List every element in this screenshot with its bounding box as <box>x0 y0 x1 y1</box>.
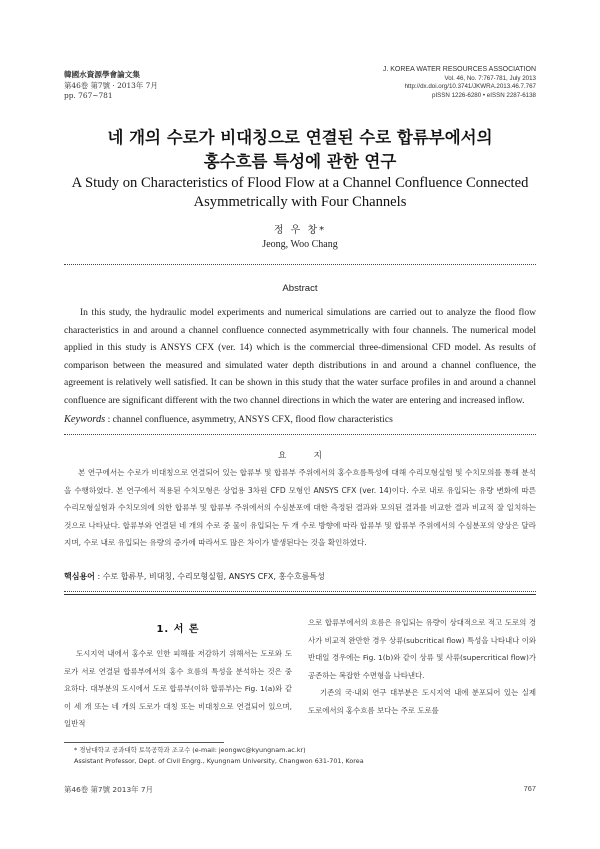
footnote-rule <box>64 742 224 743</box>
footnote <box>74 745 364 766</box>
intro-left-paragraph: 도시지역 내에서 홍수로 인한 피해를 저감하기 위해서는 도로와 도로가 서로 연결된 합류부에서의 홍수 흐름의 특성을 분석하는 것은 중요하다. 대부분의 도시에서 도로 합류부(이하 합류부)는 Fig. 1(a)와 같이 세 개 또는 네 개의 도로가 대칭 또는 비대칭으로 연결되어 있으며, 일반적 <box>64 649 292 728</box>
title-english-line1: A Study on Characteristics of Flood Flow at a Channel Confluence Connected <box>71 175 529 191</box>
journal-header-left <box>64 70 158 102</box>
korean-keywords-text: : 수로 합류부, 비대칭, 수리모형실험, ANSYS CFX, 홍수흐름특성 <box>94 572 325 581</box>
divider-abstract <box>64 434 536 435</box>
intro-right-column <box>308 614 536 719</box>
yoji-heading: 요 지 <box>278 451 322 461</box>
yoji-text: 본 연구에서는 수로가 비대칭으로 연결되어 있는 합류부 및 합류부 주위에서의 홍수흐름특성에 대해 수리모형실험 및 수치모의를 통해 분석을 수행하였다. 본 연구에서 적용된 수치모형은 상업용 3차원 CFD 모형인 ANSYS CFX (ver. 14)이다. 수로 내로 유입되는 유량 변화에 따른 수리모형실험과 수치모의에 의한 합류부 및 합류부 주위에서의 수심분포에 대한 측정된 결과와 모의된 결과를 비교한 결과 비교적 잘 일치하는 것으로 나타났다. 합류부와 연결된 네 개의 수로 중 물이 유입되는 두 개 수로 방향에 따라 합류부 및 합류부 주위에서의 수심분포의 양상은 달라지며, 수로 내로 유입되는 유량의 증가에 따라서도 많은 차이가 발생된다는 것을 확인하였다. <box>64 468 536 547</box>
intro-left-column <box>64 645 292 733</box>
author-korean: 정 우 창* <box>273 225 327 236</box>
title-english-line2: Asymmetrically with Four Channels <box>193 194 407 210</box>
footnote-affiliation-korean: * 경남대학교 공과대학 토목공학과 조교수 (e-mail: jeongwc@kyungnam.ac.kr) <box>74 746 306 754</box>
footer-journal-issue: 第46卷 第7號 2013年 7月 <box>64 785 154 794</box>
journal-name-korean: 韓國水資源學會論文集 <box>64 70 140 79</box>
keywords-label: Keywords <box>64 414 106 425</box>
journal-pages: pp. 767~781 <box>64 91 113 100</box>
journal-header-right <box>383 66 536 100</box>
divider-top <box>64 264 536 265</box>
title-english <box>0 174 600 212</box>
title-korean-line2: 홍수흐름 특성에 관한 연구 <box>203 152 397 171</box>
issn: pISSN 1226-6280 • eISSN 2287-6138 <box>432 91 536 99</box>
page-number: 767 <box>523 784 536 793</box>
divider-keywords <box>64 591 536 592</box>
author-english: Jeong, Woo Chang <box>262 239 338 250</box>
title-korean-line1: 네 개의 수로가 비대칭으로 연결된 수로 합류부에서의 <box>107 128 493 147</box>
footnote-affiliation-english: Assistant Professor, Dept. of Civil Engrg., Kyungnam University, Changwon 631-701, Korea <box>74 756 364 765</box>
abstract-text: In this study, the hydraulic model experiments and numerical simulations are carried out to analyze the flood flow characteristics in and around a channel confluence connected asymmetrically with four channels. The numerical model applied in this study is ANSYS CFX (ver. 14) which is the commercial three-dimensional CFD model. As results of comparison between the measured and simulated water depth distributions in and around a channel confluence, the agreement is relatively well satisfied. It can be shown in this study that the water surface profiles in and around a channel confluence are significant different with the two channel directions in which the water are entering and increased inflow. <box>64 307 536 406</box>
korean-keywords <box>64 571 325 582</box>
journal-volume-korean: 第46卷 第7號 · 2013年 7月 <box>64 80 158 90</box>
title-korean <box>0 126 600 174</box>
journal-name-english: J. KOREA WATER RESOURCES ASSOCIATION <box>382 66 536 73</box>
abstract-heading: Abstract <box>282 283 318 294</box>
journal-volume-english: Vol. 46, No. 7:767-781, July 2013 <box>444 74 536 82</box>
introduction-heading: 1. 서 론 <box>156 624 200 635</box>
divider-solid <box>64 594 536 595</box>
korean-keywords-label: 핵심용어 <box>64 572 95 581</box>
keywords <box>64 414 536 425</box>
keywords-text: : channel confluence, asymmetry, ANSYS CFX, flood flow characteristics <box>105 414 393 425</box>
doi-link[interactable]: http://dx.doi.org/10.3741/JKWRA.2013.46.7.767 <box>404 83 536 91</box>
intro-right-paragraph-1: 으로 합류부에서의 흐름은 유입되는 유량이 상대적으로 적고 도로의 경사가 비교적 완만한 경우 상류(subcritical flow) 특성을 나타내나 이와 반대일 경우에는 Fig. 1(b)와 같이 상류 및 사류(supercritical flow)가 공존하는 복잡한 수면형을 나타낸다. <box>308 618 536 680</box>
intro-right-paragraph-2: 기존의 국·내외 연구 대부분은 도시지역 내에 분포되어 있는 실제 도로에서의 홍수흐름 보다는 주로 도로를 <box>308 688 536 715</box>
